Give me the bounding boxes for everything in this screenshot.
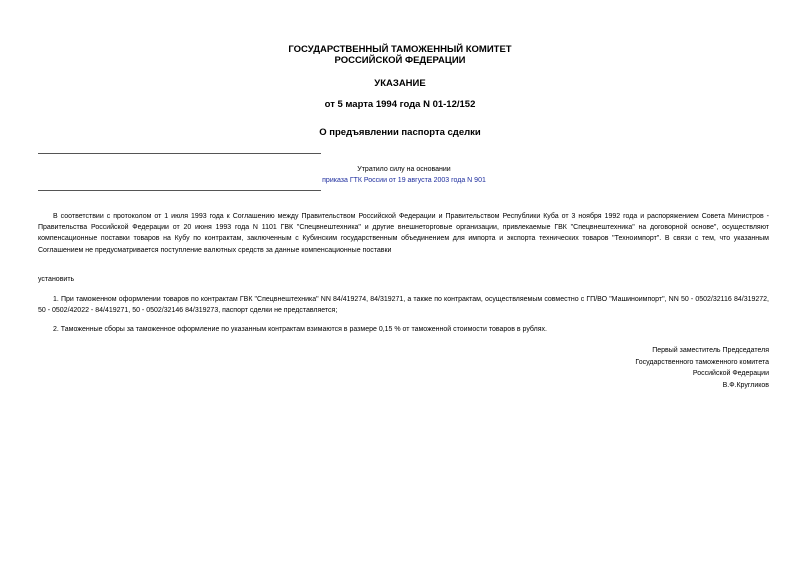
item-1-paragraph: 1. При таможенном оформлении товаров по контрактам ГВК "Спецвнештехника" NN 84/419274, 84/319271, а также по контрактам, осуществляемым совместно с ГП/ВО "Машиноимпорт", NN 50 - 0502/32116 84/319272, 50 - 0502/42022 - 84/419271, 50 - 0502/32146 84/319273, паспорт сделки не представляется; <box>38 296 769 315</box>
top-divider <box>38 153 321 154</box>
signature-block <box>635 345 769 392</box>
repeal-order-link[interactable]: приказа ГТК России от 19 августа 2003 года N 901 <box>322 177 486 184</box>
signature-line-2: Государственного таможенного комитета <box>635 358 769 366</box>
item-2-paragraph: 2. Таможенные сборы за таможенное оформление по указанным контрактам взимаются в размере 0,15 % от таможенной стоимости товаров в рублях. <box>53 326 547 333</box>
doc-title: О предъявлении паспорта сделки <box>319 127 481 138</box>
doc-date-number: от 5 марта 1994 года N 01-12/152 <box>324 99 476 110</box>
agency-line-1: ГОСУДАРСТВЕННЫЙ ТАМОЖЕННЫЙ КОМИТЕТ <box>288 44 512 55</box>
agency-name <box>100 44 700 66</box>
doc-type: УКАЗАНИЕ <box>374 78 426 89</box>
bottom-divider <box>38 190 321 191</box>
establish-word: установить <box>38 276 75 283</box>
signature-line-1: Первый заместитель Председателя <box>652 347 769 354</box>
preamble-paragraph: В соответствии с протоколом от 1 июля 1993 года к Соглашению между Правительством Российской Федерации и Правительством Республики Куба от 3 ноября 1992 года и распоряжением Совета Министров - Правительства Российской Федерации от 20 июня 1993 года N 1101 ГВК "Спецвнештехника" и другие внешнеторговые организации, привлекаемые ГВК "Спецвнештехника" на договорной основе", осуществляют компенсационные поставки товаров на Кубу по контрактам, заключенным с Кубинским государственным объединением для импорта и экспорта технических товаров "Техноимпорт". В связи с тем, что указанным Соглашением не предусматривается поступление валютных средств за данные компенсационные поставки <box>38 213 769 254</box>
signature-name: В.Ф.Кругликов <box>722 382 769 390</box>
status-line: Утратило силу на основании <box>357 166 451 173</box>
status-note <box>300 164 508 186</box>
agency-line-2: РОССИЙСКОЙ ФЕДЕРАЦИИ <box>334 55 466 66</box>
signature-line-3: Российской Федерации <box>692 370 769 378</box>
